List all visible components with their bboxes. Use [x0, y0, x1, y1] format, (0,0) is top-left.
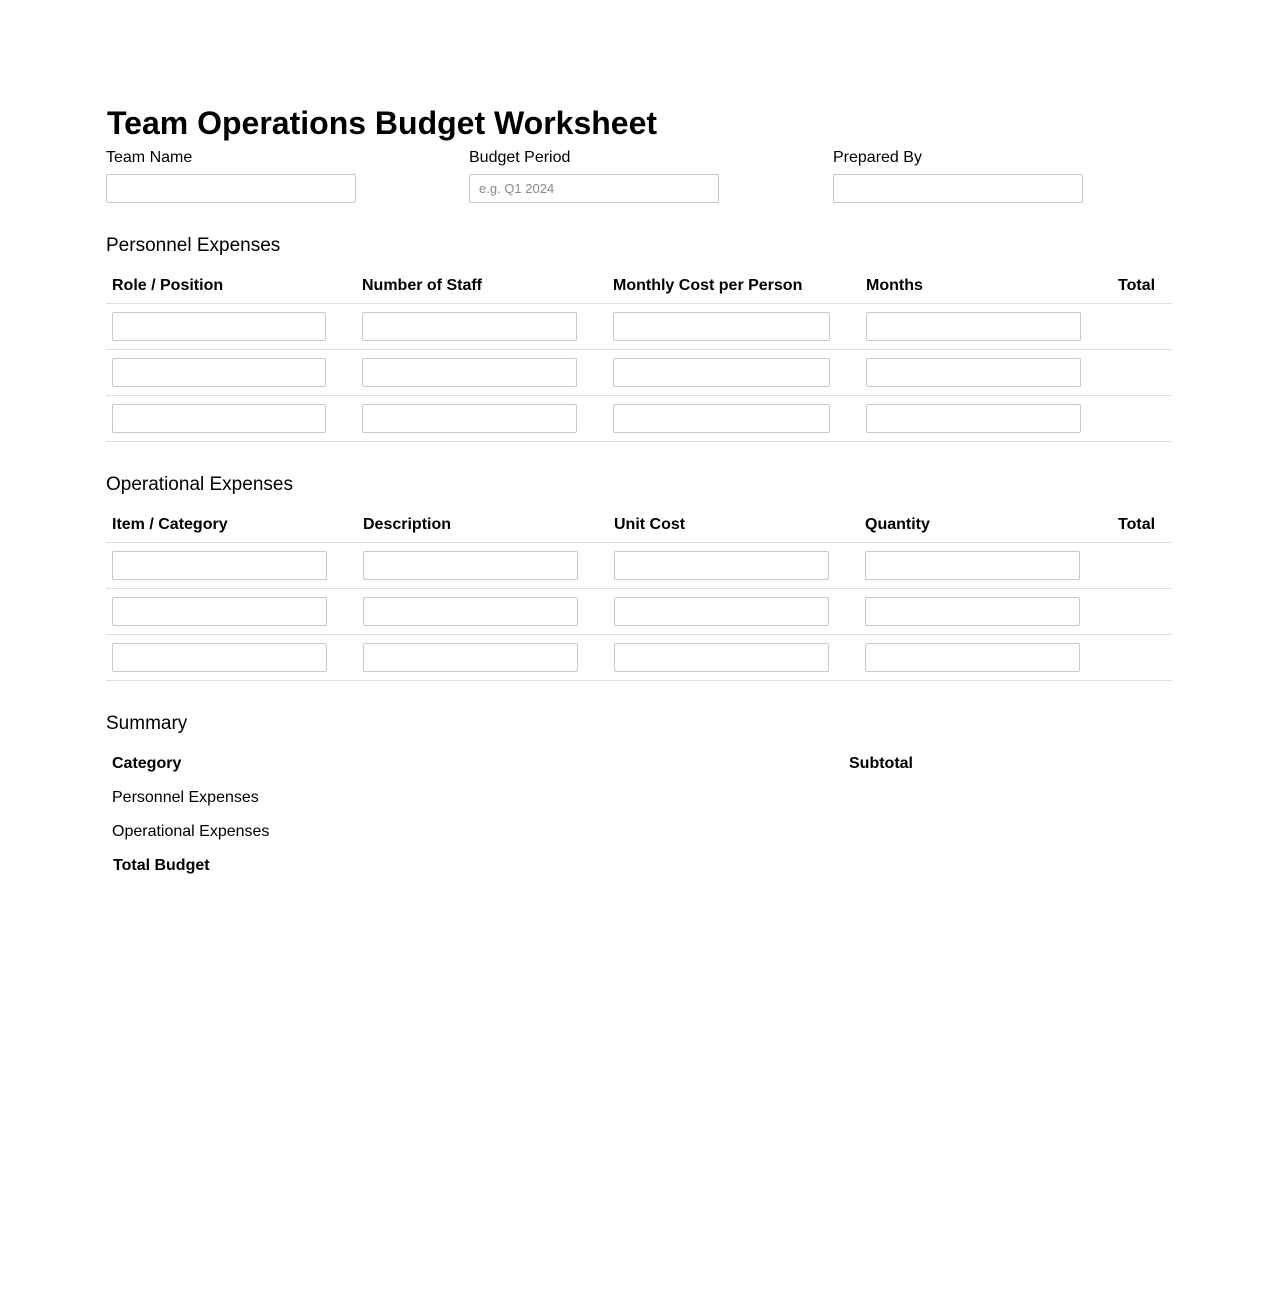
personnel-col-total: Total	[1118, 277, 1156, 294]
operational-col-description: Description	[363, 516, 452, 533]
operational-unit-cost-input[interactable]	[614, 597, 829, 626]
budget-period-label: Budget Period	[469, 149, 571, 166]
operational-section-heading: Operational Expenses	[106, 474, 293, 495]
operational-col-unit-cost: Unit Cost	[614, 516, 686, 533]
personnel-col-months: Months	[866, 277, 923, 294]
table-divider	[106, 542, 1172, 543]
table-divider	[106, 441, 1172, 442]
operational-description-input[interactable]	[363, 643, 578, 672]
table-divider	[106, 634, 1172, 635]
operational-item-input[interactable]	[112, 597, 327, 626]
table-divider	[106, 680, 1172, 681]
operational-description-input[interactable]	[363, 551, 578, 580]
operational-col-item: Item / Category	[112, 516, 228, 533]
operational-quantity-input[interactable]	[865, 643, 1080, 672]
personnel-monthly-cost-input[interactable]	[613, 312, 830, 341]
operational-item-input[interactable]	[112, 643, 327, 672]
personnel-col-staff: Number of Staff	[362, 277, 482, 294]
personnel-staff-input[interactable]	[362, 404, 577, 433]
total-budget-label: Total Budget	[113, 857, 210, 874]
personnel-staff-input[interactable]	[362, 312, 577, 341]
personnel-months-input[interactable]	[866, 312, 1081, 341]
table-divider	[106, 588, 1172, 589]
personnel-role-input[interactable]	[112, 358, 326, 387]
summary-section-heading: Summary	[106, 713, 188, 734]
personnel-col-monthly-cost: Monthly Cost per Person	[613, 277, 803, 294]
operational-quantity-input[interactable]	[865, 597, 1080, 626]
operational-unit-cost-input[interactable]	[614, 643, 829, 672]
team-name-label: Team Name	[106, 149, 193, 166]
personnel-role-input[interactable]	[112, 312, 326, 341]
table-divider	[106, 303, 1172, 304]
budget-period-input[interactable]	[469, 174, 719, 203]
summary-category-label: Personnel Expenses	[112, 789, 259, 806]
table-divider	[106, 395, 1172, 396]
prepared-by-label: Prepared By	[833, 149, 922, 166]
personnel-role-input[interactable]	[112, 404, 326, 433]
personnel-col-role: Role / Position	[112, 277, 224, 294]
page-title: Team Operations Budget Worksheet	[107, 105, 658, 141]
team-name-input[interactable]	[106, 174, 356, 203]
summary-col-subtotal: Subtotal	[849, 755, 913, 772]
personnel-months-input[interactable]	[866, 358, 1081, 387]
operational-item-input[interactable]	[112, 551, 327, 580]
operational-description-input[interactable]	[363, 597, 578, 626]
personnel-monthly-cost-input[interactable]	[613, 358, 830, 387]
personnel-section-heading: Personnel Expenses	[106, 235, 281, 256]
operational-quantity-input[interactable]	[865, 551, 1080, 580]
personnel-staff-input[interactable]	[362, 358, 577, 387]
summary-category-label: Operational Expenses	[112, 823, 270, 840]
operational-col-quantity: Quantity	[865, 516, 930, 533]
personnel-monthly-cost-input[interactable]	[613, 404, 830, 433]
operational-col-total: Total	[1118, 516, 1156, 533]
operational-unit-cost-input[interactable]	[614, 551, 829, 580]
personnel-months-input[interactable]	[866, 404, 1081, 433]
table-divider	[106, 349, 1172, 350]
summary-col-category: Category	[112, 755, 182, 772]
prepared-by-input[interactable]	[833, 174, 1083, 203]
